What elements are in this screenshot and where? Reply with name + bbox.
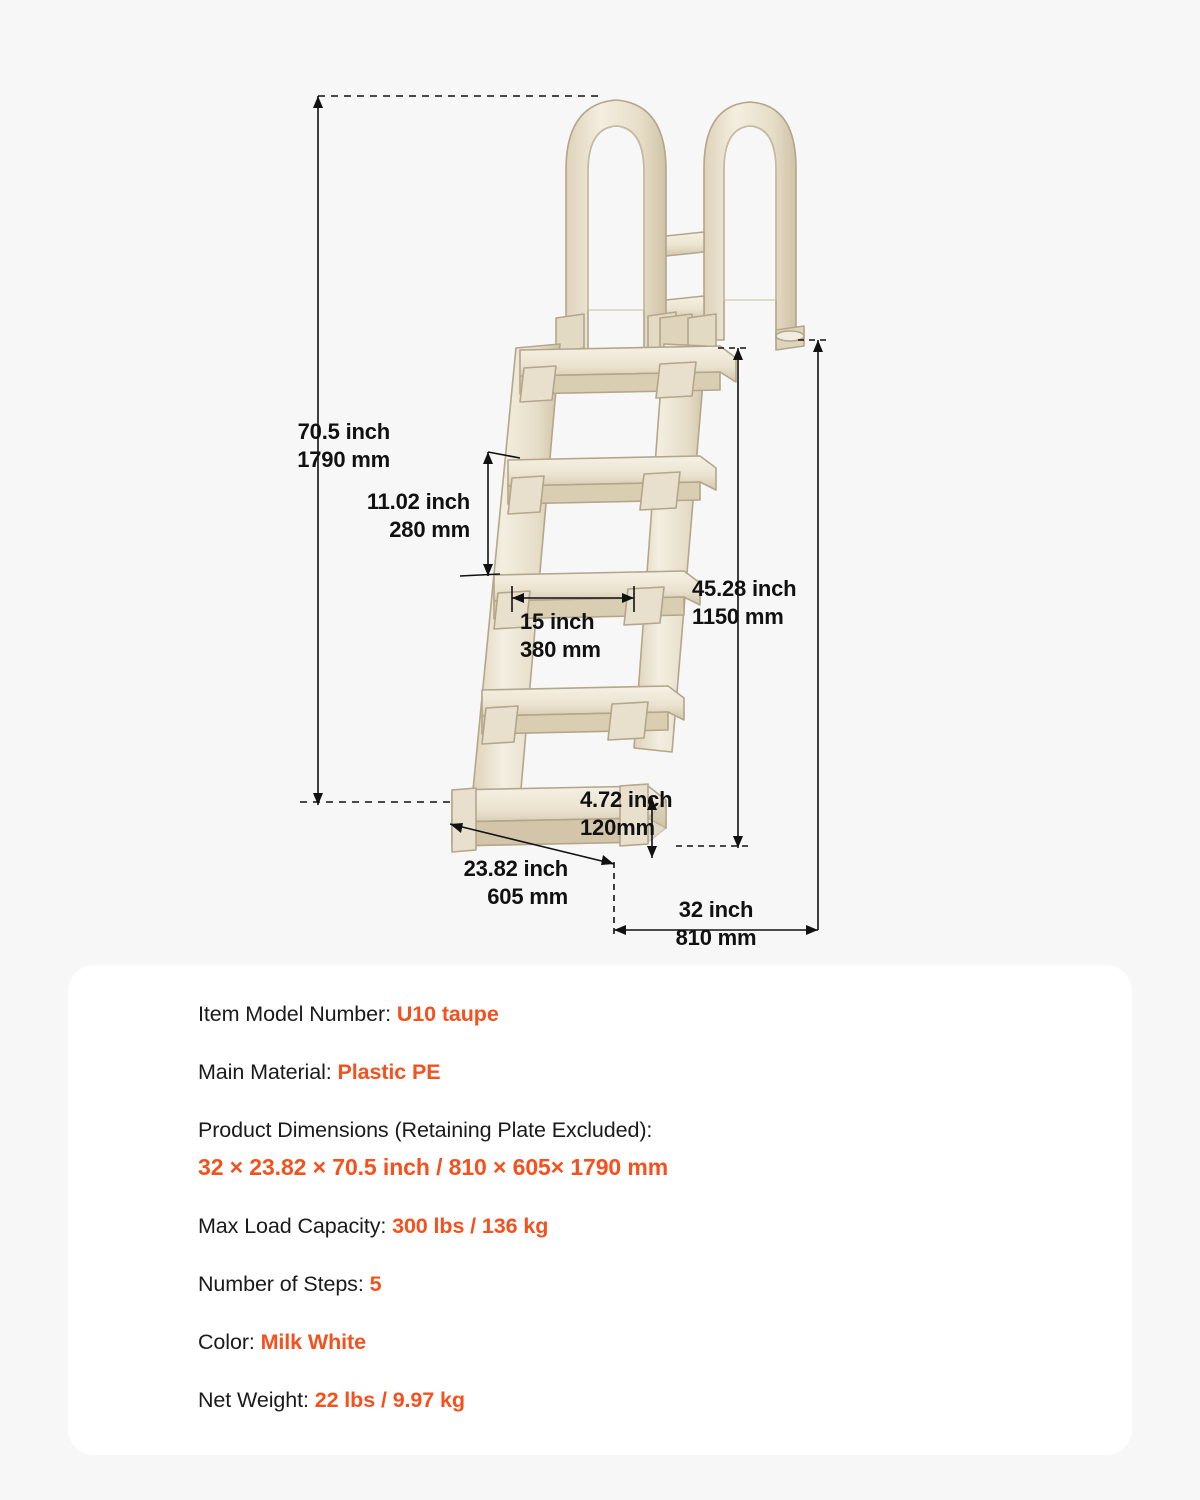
spec-label-model: Item Model Number: <box>198 1002 397 1026</box>
spec-row-color <box>198 1327 1132 1358</box>
dim-label-base-plate-height: 4.72 inch 120mm <box>580 787 673 840</box>
spec-value-net-weight: 22 lbs / 9.97 kg <box>314 1388 465 1413</box>
dim-label-overall-depth: 32 inch 810 mm <box>675 897 757 950</box>
spec-label-color: Color: <box>198 1330 261 1355</box>
spec-row-net-weight <box>198 1385 1132 1416</box>
spec-value-color: Milk White <box>260 1330 366 1355</box>
dim-label-inner-height: 45.28 inch 1150 mm <box>692 576 797 629</box>
spec-value-model: U10 taupe <box>396 1002 499 1026</box>
spec-value-steps: 5 <box>369 1272 382 1297</box>
spec-row-model <box>198 999 1132 1030</box>
spec-label-max-load: Max Load Capacity: <box>198 1213 393 1238</box>
dim-label-step-width: 15 inch 380 mm <box>520 609 601 662</box>
spec-label-dimensions: Product Dimensions (Retaining Plate Excluded): <box>198 1118 653 1143</box>
spec-label-material: Main Material: <box>198 1060 338 1085</box>
spec-value-max-load: 300 lbs / 136 kg <box>392 1213 549 1238</box>
spec-value-dimensions: 32 × 23.82 × 70.5 inch / 810 × 605× 1790 mm <box>198 1153 669 1180</box>
spec-row-steps <box>198 1269 1132 1300</box>
spec-row-dimensions <box>198 1115 1132 1184</box>
spec-label-steps: Number of Steps: <box>198 1272 370 1297</box>
specifications-card <box>68 965 1132 1455</box>
spec-row-material <box>198 1057 1132 1088</box>
dim-label-step-spacing: 11.02 inch 280 mm <box>366 489 470 542</box>
dim-label-base-depth: 23.82 inch 605 mm <box>463 856 568 909</box>
spec-value-material: Plastic PE <box>337 1060 441 1085</box>
spec-label-net-weight: Net Weight: <box>198 1388 315 1413</box>
dim-label-overall-height: 70.5 inch 1790 mm <box>297 419 390 472</box>
spec-row-max-load <box>198 1211 1132 1242</box>
